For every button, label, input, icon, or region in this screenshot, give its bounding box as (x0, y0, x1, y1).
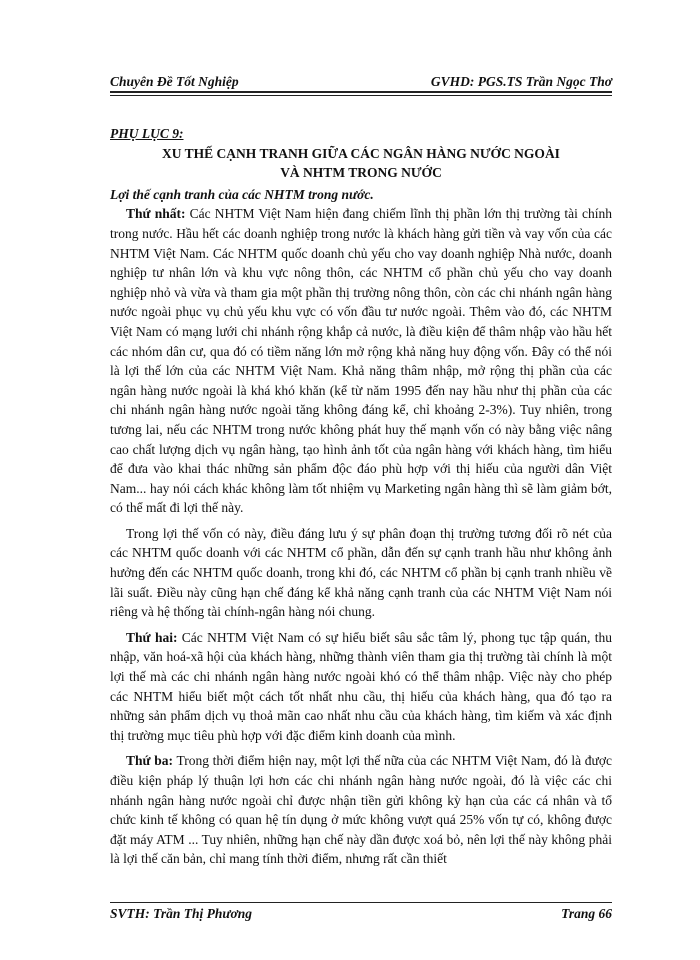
paragraph-1 (110, 204, 612, 518)
paragraph-lead: Thứ nhất: (126, 206, 186, 222)
footer-rule (110, 902, 612, 903)
paragraph-lead: Thứ hai: (126, 629, 178, 645)
paragraph-4 (110, 751, 612, 869)
document-body (110, 124, 612, 875)
footer-page-number: Trang 66 (561, 906, 612, 921)
paragraph-text: Trong lợi thế vốn có này, điều đáng lưu ý sự phân đoạn thị trường tương đối rõ nét của các NHTM quốc doanh với các NHTM cổ phần, dẫn đến sự cạnh tranh hầu như không ảnh hưởng đến các NHTM quốc doanh, trong khi đó, các NHTM cổ phần bị cạnh tranh nhiều về lãi suất. Điều này cũng hạn chế đáng kể khả năng cạnh tranh của các NHTM Việt Nam nói riêng và hệ thống tài chính-ngân hàng nói chung. (110, 525, 612, 620)
header-course-title: Chuyên Đề Tốt Nghiệp (110, 74, 239, 89)
footer-student: SVTH: Trần Thị Phương (110, 906, 252, 921)
appendix-label: PHỤ LỤC 9: (110, 126, 184, 141)
header-rule-thin (110, 95, 612, 96)
header-advisor: GVHD: PGS.TS Trần Ngọc Thơ (430, 74, 612, 89)
section-heading: Lợi thế cạnh tranh của các NHTM trong nước. (110, 186, 374, 202)
paragraph-2 (110, 524, 612, 622)
paragraph-text: Các NHTM Việt Nam hiện đang chiếm lĩnh thị phần lớn thị trường tài chính trong nước. Hầu hết các doanh nghiệp trong nước là khách hàng gửi tiền và vay vốn của các NHTM Việt Nam. Các NHTM quốc doanh chủ yếu cho vay doanh nghiệp Nhà nước, doanh nghiệp tư nhân lớn và khu vực nông thôn, các NHTM cổ phần chủ yếu cho vay doanh nghiệp nhỏ và vừa và tham gia một phần thị trường nông thôn, còn các chi nhánh ngân hàng nước ngoài phục vụ chủ yếu khu vực có vốn đầu tư nước ngoài. Thêm vào đó, các NHTM Việt Nam có mạng lưới chi nhánh rộng khắp cả nước, là điều kiện để thâm nhập vào hầu hết các nhóm dân cư, qua đó có tiềm năng lớn mở rộng khả năng huy động vốn. Đây có thể nói là lợi thế lớn của các NHTM Việt Nam. Khả năng thâm nhập, mở rộng thị phần của các ngân hàng nước ngoài là khá khó khăn (kể từ năm 1995 đến nay hầu như thị phần của các chi nhánh ngân hàng nước ngoài tăng không đáng kể, chỉ khoảng 2-3%). Tuy nhiên, trong tương lai, nếu các NHTM trong nước không phát huy thế mạnh vốn có này bằng việc nâng cao chất lượng dịch vụ ngân hàng, tạo hình ảnh tốt của ngân hàng với khách hàng, tìm hiểu để đưa vào khai thác những sản phẩm độc đáo phù hợp với thị hiếu của người dân Việt Nam... hay nói cách khác không làm tốt nhiệm vụ Marketing ngân hàng thì sẽ làm giảm bớt, có thể mất đi lợi thế này. (110, 206, 612, 516)
appendix-title-line-1: XU THẾ CẠNH TRANH GIỮA CÁC NGÂN HÀNG NƯỚC NGOÀI (162, 145, 560, 161)
paragraph-lead: Thứ ba: (126, 753, 174, 769)
page-header (110, 60, 612, 90)
header-rule (110, 91, 612, 93)
page-footer (110, 906, 612, 922)
paragraph-text: Trong thời điểm hiện nay, một lợi thế nữa của các NHTM Việt Nam, đó là được điều kiện pháp lý thuận lợi hơn các chi nhánh ngân hàng nước ngoài, đó là việc các chi nhánh ngân hàng nước ngoài chỉ được nhận tiền gửi không kỳ hạn của các cá nhân và tổ chức kinh tế không có quan hệ tín dụng ở mức không vượt quá 25% vốn tự có, không được đặt máy ATM ... Tuy nhiên, những hạn chế này dần được xoá bỏ, nên lợi thế này không phải là lợi thế căn bản, chỉ mang tính thời điểm, nhưng rất cần thiết (110, 753, 612, 867)
paragraph-3 (110, 628, 612, 746)
appendix-title-line-2: VÀ NHTM TRONG NƯỚC (280, 165, 442, 181)
paragraph-text: Các NHTM Việt Nam có sự hiểu biết sâu sắc tâm lý, phong tục tập quán, thu nhập, văn hoá-xã hội của khách hàng, những thành viên tham gia thị trường tài chính là một lợi thế mà các chi nhánh ngân hàng nước ngoài khó có thể thâm nhập. Việc này cho phép các NHTM hiểu biết một cách tốt nhất nhu cầu, thị hiếu của khách hàng, qua đó tạo ra những sản phẩm dịch vụ thoả mãn cao nhất nhu cầu của khách hàng, tìm kiếm và xác định thị trường mục tiêu phù hợp với đặc điểm kinh doanh của mình. (110, 629, 612, 743)
